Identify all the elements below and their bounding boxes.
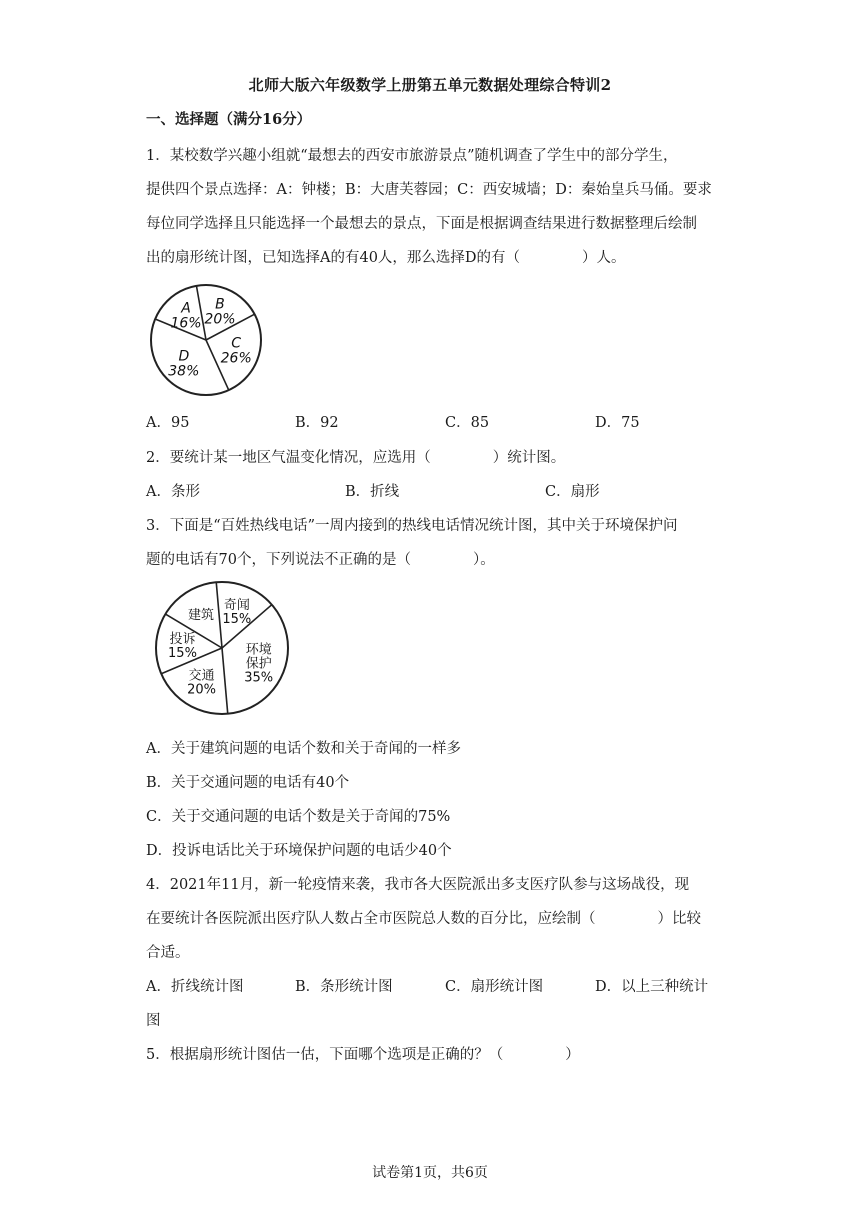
q3-line-2 [146, 548, 726, 569]
q2-option-c: C．扇形 [545, 484, 600, 500]
q5-line [146, 1043, 726, 1064]
q2-line-end: ）统计图。 [492, 450, 566, 466]
q4-option-a: A．折线统计图 [146, 979, 244, 995]
page-title: 北师大版六年级数学上册第五单元数据处理综合特训2 [248, 76, 612, 94]
pie-slice-label: 交通 20% [187, 668, 217, 698]
section-heading: 一、选择题（满分16分） [146, 111, 312, 128]
pie-slice-divider [216, 582, 222, 648]
pie-slice-label: B 20% [204, 296, 236, 328]
q1-line-3: 每位同学选择且只能选择一个最想去的景点，下面是根据调查结果进行数据整理后绘制 [146, 216, 697, 232]
q1-line-4-end: ）人。 [582, 250, 626, 266]
q4-option-d-wrap: 图 [146, 1013, 161, 1029]
pie-slice-label: 建筑 [188, 607, 215, 623]
pie-chart-q3 [146, 580, 302, 720]
page-footer: 试卷第1页，共6页 [372, 1165, 488, 1181]
q1-line-4-text: 出的扇形统计图，已知选择A的有40人，那么选择D的有（ [146, 250, 521, 266]
q5-line-end: ） [565, 1047, 580, 1063]
q1-line-2: 提供四个景点选择：A：钟楼；B：大唐芙蓉园；C：西安城墙；D：秦始皇兵马俑。要求 [146, 182, 712, 198]
q3-line-2-text: 题的电话有70个，下列说法不正确的是（ [146, 552, 411, 568]
q3-line-1: 3．下面是“百姓热线电话”一周内接到的热线电话情况统计图，其中关于环境保护问 [146, 518, 678, 534]
q3-option-a: A．关于建筑问题的电话个数和关于奇闻的一样多 [146, 741, 461, 757]
pie-slice-label: C 26% [220, 335, 252, 367]
q3-option-d: D．投诉电话比关于环境保护问题的电话少40个 [146, 843, 452, 859]
pie-slice-label: 环境保护 35% [244, 642, 274, 686]
pie-slice-label: 奇闻 15% [222, 597, 252, 627]
q2-option-a: A．条形 [146, 484, 200, 500]
pie-slice-label: A 16% [170, 300, 202, 332]
q4-line-1: 4．2021年11月，新一轮疫情来袭，我市各大医院派出多支医疗队参与这场战役，现 [146, 877, 690, 893]
q3-option-c: C．关于交通问题的电话个数是关于奇闻的75% [146, 809, 451, 825]
q4-option-c: C．扇形统计图 [445, 979, 544, 995]
q4-option-b: B．条形统计图 [295, 979, 393, 995]
q5-line-text: 5．根据扇形统计图估一估，下面哪个选项是正确的？（ [146, 1047, 504, 1063]
q3-line-2-end: ）。 [472, 552, 495, 568]
q1-option-a: A．95 [146, 415, 190, 431]
q4-line-2 [146, 907, 726, 928]
pie-slice-divider [222, 648, 228, 714]
q1-line-1: 1．某校数学兴趣小组就“最想去的西安市旅游景点”随机调查了学生中的部分学生， [146, 148, 678, 164]
q1-line-4 [146, 246, 726, 267]
pie-slice-label: 投诉 15% [168, 631, 197, 661]
q4-line-2-text: 在要统计各医院派出医疗队人数占全市医院总人数的百分比，应绘制（ [146, 911, 596, 927]
q4-line-2-end: ）比较 [657, 911, 701, 927]
q2-line-text: 2．要统计某一地区气温变化情况，应选用（ [146, 450, 431, 466]
q1-option-d: D．75 [595, 415, 640, 431]
q4-line-3: 合适。 [146, 945, 190, 961]
q3-option-b: B．关于交通问题的电话有40个 [146, 775, 350, 791]
q1-option-b: B．92 [295, 415, 339, 431]
q2-option-b: B．折线 [345, 484, 400, 500]
pie-slice-label: D 38% [168, 348, 200, 380]
q1-option-c: C．85 [445, 415, 490, 431]
pie-chart-q1 [146, 280, 266, 400]
q2-line [146, 446, 726, 467]
q4-option-d: D．以上三种统计 [595, 979, 709, 995]
